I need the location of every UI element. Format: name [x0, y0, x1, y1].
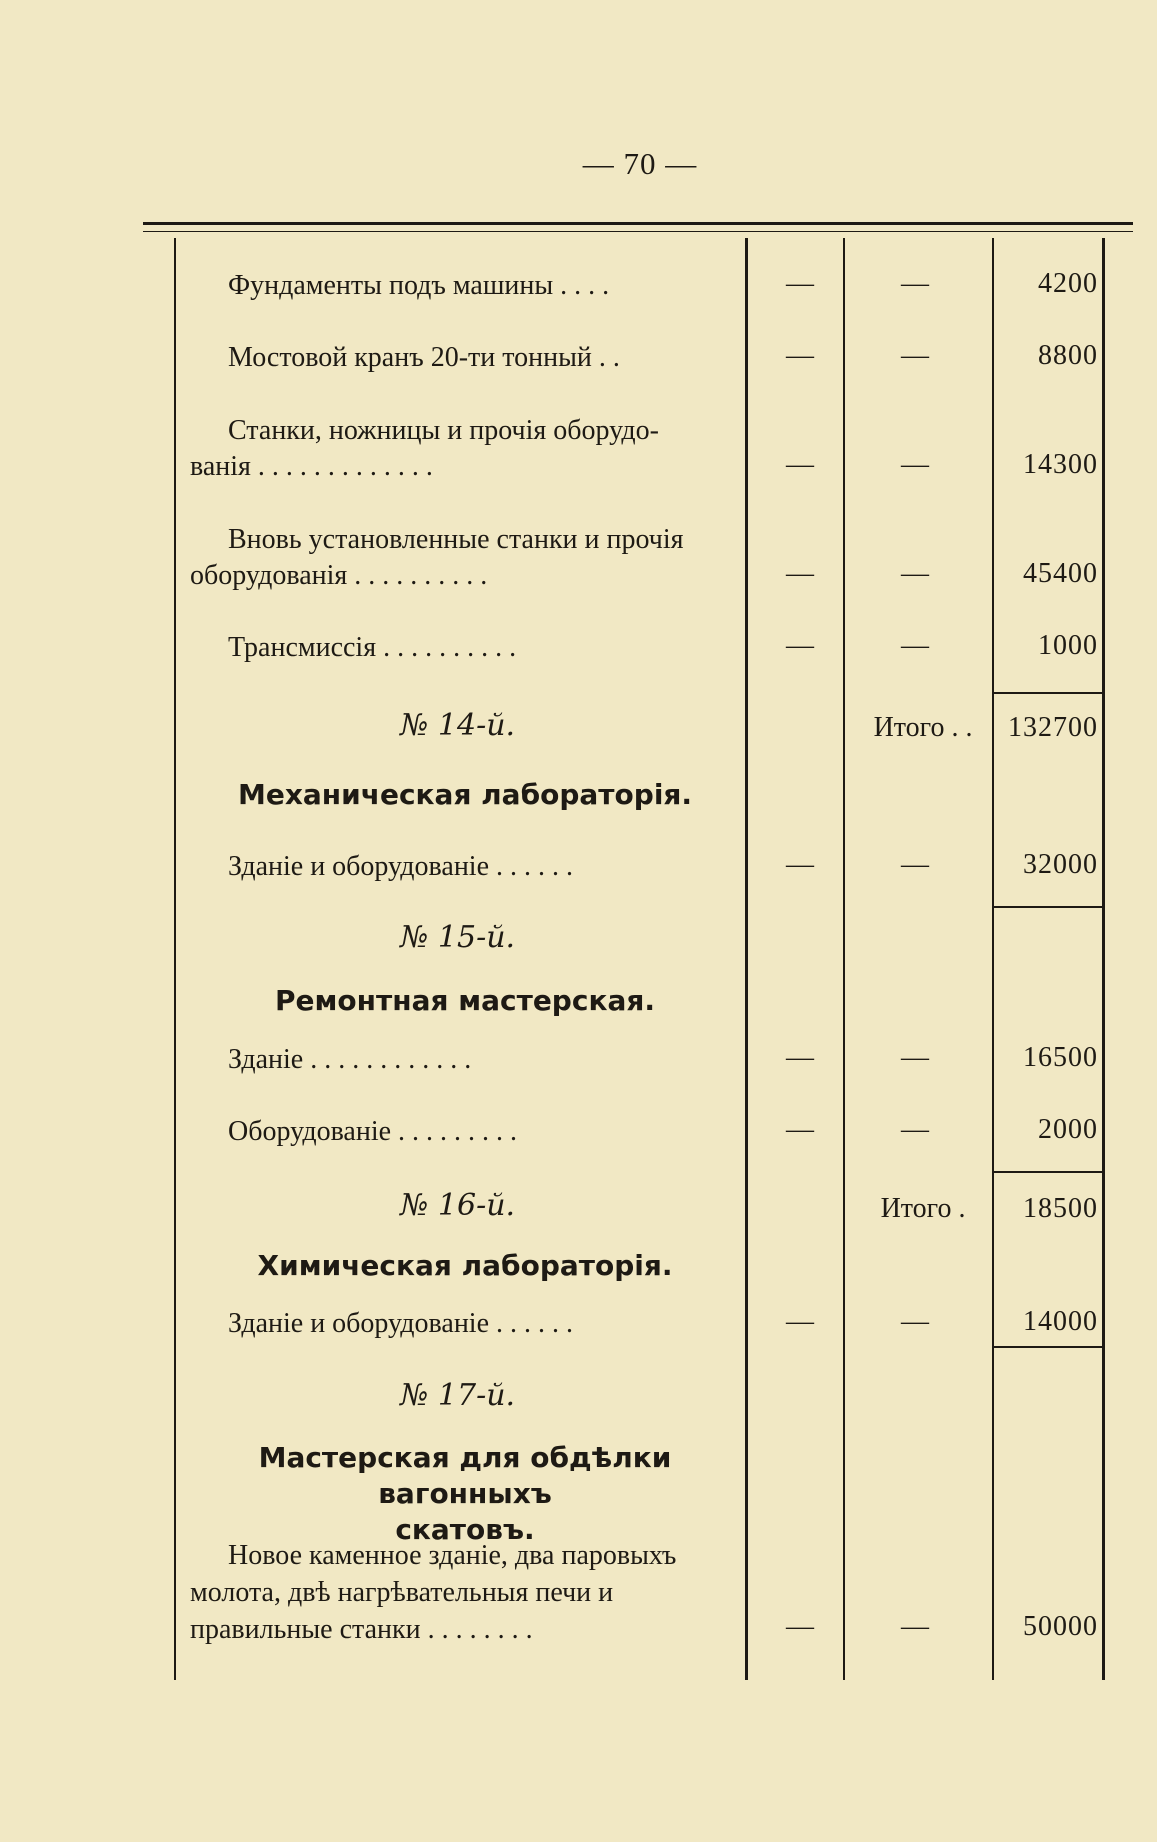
page-number: — 70 — — [582, 146, 698, 181]
row-repair-building-amount: 16500 — [1023, 1042, 1098, 1073]
total1-rule — [993, 692, 1103, 694]
row-lab-amount: 32000 — [1023, 849, 1098, 880]
table-right-border — [1102, 238, 1105, 1680]
total2-amount: 18500 — [1023, 1193, 1098, 1224]
row-repair-building-c1: — — [786, 1042, 814, 1073]
top-rule-thin — [143, 231, 1133, 232]
section-15-title: Ремонтная мастерская. — [275, 984, 655, 1017]
column-divider-1 — [745, 238, 748, 1680]
row-foundations-c1: — — [786, 268, 814, 299]
total2-label: Итого . — [880, 1193, 966, 1224]
row-lab-c2: — — [901, 849, 929, 880]
section-14-number: № 14-й. — [400, 708, 516, 743]
section-17-number: № 17-й. — [400, 1378, 516, 1413]
section-16-number: № 16-й. — [400, 1188, 516, 1223]
total1-bottom-rule — [993, 906, 1103, 908]
row-crane: Мостовой кранъ 20-ти тонный . . — [228, 342, 620, 373]
section-16-title: Химическая лабораторія. — [257, 1249, 673, 1282]
top-rule-thick — [143, 222, 1133, 225]
row-repair-building-c2: — — [901, 1042, 929, 1073]
row-new-machines: Вновь установленные станки и прочія оборудованія . . . . . . . . . . — [190, 524, 684, 591]
row-machines-c1: — — [786, 449, 814, 480]
row-transmission-amount: 1000 — [1038, 630, 1098, 661]
row-crane-amount: 8800 — [1038, 340, 1098, 371]
row-repair-equipment-c2: — — [901, 1114, 929, 1145]
row-lab-c1: — — [786, 849, 814, 880]
section-17-title: Мастерская для обдѣлки вагонныхъ скатовъ. — [258, 1441, 672, 1546]
row-repair-equipment: Оборудованіе . . . . . . . . . — [228, 1116, 518, 1147]
row-wheelsets-amount: 50000 — [1023, 1611, 1098, 1642]
row-chem: Зданіе и оборудованіе . . . . . . — [228, 1308, 574, 1339]
row-repair-equipment-amount: 2000 — [1038, 1114, 1098, 1145]
section-14-title: Механическая лабораторія. — [237, 778, 693, 811]
row-crane-c1: — — [786, 340, 814, 371]
row-new-machines-c1: — — [786, 558, 814, 589]
row-lab: Зданіе и оборудованіе . . . . . . — [228, 851, 574, 882]
column-divider-2 — [843, 238, 845, 1680]
row-foundations-c2: — — [901, 268, 929, 299]
row-crane-c2: — — [901, 340, 929, 371]
row-machines-amount: 14300 — [1023, 449, 1098, 480]
row-repair-building: Зданіе . . . . . . . . . . . . — [228, 1044, 472, 1075]
total3-rule — [993, 1346, 1103, 1348]
row-new-machines-amount: 45400 — [1023, 558, 1098, 589]
section-15-number: № 15-й. — [400, 920, 516, 955]
row-transmission: Трансмиссія . . . . . . . . . . — [228, 632, 517, 663]
row-wheelsets-c1: — — [786, 1611, 814, 1642]
row-transmission-c2: — — [901, 630, 929, 661]
row-wheelsets-c2: — — [901, 1611, 929, 1642]
row-machines-c2: — — [901, 449, 929, 480]
row-machines: Станки, ножницы и прочія оборудо- ванія . . . . . . . . . . . . . — [190, 415, 659, 482]
row-repair-equipment-c1: — — [786, 1114, 814, 1145]
total1-label: Итого . . — [873, 712, 973, 743]
row-chem-c2: — — [901, 1306, 929, 1337]
total2-rule — [993, 1171, 1103, 1173]
row-new-machines-c2: — — [901, 558, 929, 589]
row-chem-c1: — — [786, 1306, 814, 1337]
row-foundations: Фундаменты подъ машины . . . . — [228, 270, 610, 301]
row-wheelsets: Новое каменное зданіе, два паровыхъ молота, двѣ нагрѣвательныя печи и правильные станки . . . . . . . . — [190, 1540, 677, 1645]
total1-amount: 132700 — [1008, 712, 1098, 743]
table-left-border — [174, 238, 176, 1680]
row-transmission-c1: — — [786, 630, 814, 661]
row-foundations-amount: 4200 — [1038, 268, 1098, 299]
row-chem-amount: 14000 — [1023, 1306, 1098, 1337]
